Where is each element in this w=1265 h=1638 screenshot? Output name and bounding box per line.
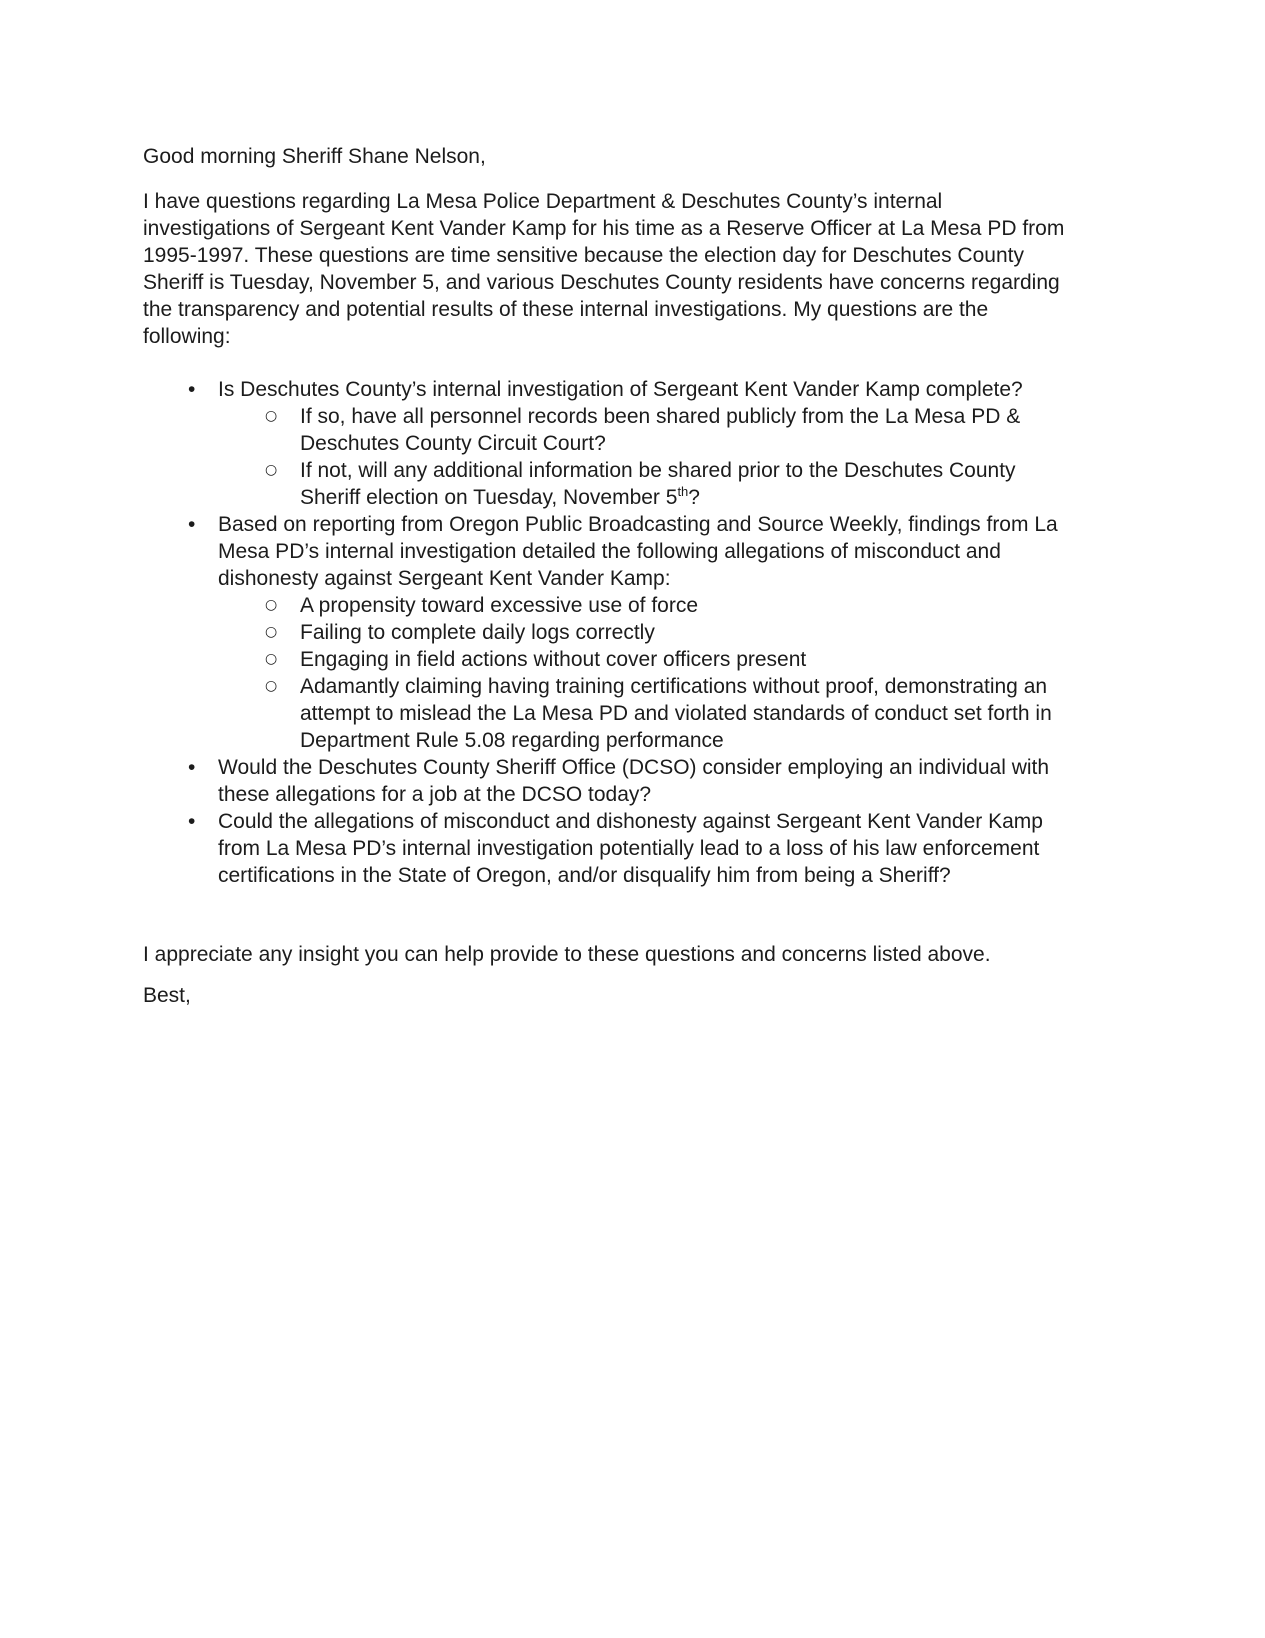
bullet-circle-icon: ○: [265, 462, 278, 478]
bullet-circle-icon: ○: [265, 597, 278, 613]
salutation: Good morning Sheriff Shane Nelson,: [143, 145, 486, 168]
sub-question-item-2-1: [143, 592, 1067, 619]
sub-question-text-before: If so, have all personnel records been shared publicly from the La Mesa PD & Deschutes County Circuit Court?: [300, 405, 1021, 455]
bullet-disc-icon: •: [188, 756, 196, 779]
sub-question-item-1-1: [143, 403, 1067, 457]
question-item-3: [143, 754, 1067, 808]
bullet-disc-icon: •: [188, 378, 196, 401]
bullet-circle-icon: ○: [265, 651, 278, 667]
sub-question-text-before: Engaging in field actions without cover officers present: [300, 648, 807, 671]
question-text: Could the allegations of misconduct and dishonesty against Sergeant Kent Vander Kamp from La Mesa PD’s internal investigation potentially lead to a loss of his law enforcement certifications in the State of Oregon, and/or disqualify him from being a Sheriff?: [218, 810, 1043, 887]
sub-question-text-before: Failing to complete daily logs correctly: [300, 621, 655, 644]
question-text: Is Deschutes County’s internal investigation of Sergeant Kent Vander Kamp complete?: [218, 378, 1023, 401]
sub-question-item-2-4: [143, 673, 1067, 754]
letter-body: [143, 143, 1067, 1009]
sub-question-text: [300, 675, 1052, 752]
signoff: Best,: [143, 984, 191, 1007]
intro-paragraph: I have questions regarding La Mesa Police Department & Deschutes County’s internal investigations of Sergeant Kent Vander Kamp for his time as a Reserve Officer at La Mesa PD from 1995-1997. These questions are time sensitive because the election day for Deschutes County Sheriff is Tuesday, November 5, and various Deschutes County residents have concerns regarding the transparency and potential results of these internal investigations. My questions are the following:: [143, 190, 1065, 348]
sub-question-text: [300, 648, 806, 671]
sub-question-text-before: If not, will any additional information be shared prior to the Deschutes County Sheriff election on Tuesday, November 5: [300, 459, 1016, 509]
bullet-circle-icon: ○: [265, 624, 278, 640]
question-item-1: [143, 376, 1067, 403]
sub-question-text-before: Adamantly claiming having training certifications without proof, demonstrating an attempt to mislead the La Mesa PD and violated standards of conduct set forth in Department Rule 5.08 regarding performance: [300, 675, 1052, 752]
bullet-disc-icon: •: [188, 513, 196, 536]
question-list: [143, 376, 1067, 889]
question-item-2: [143, 511, 1067, 592]
sub-question-text: [300, 594, 698, 617]
sub-question-text: [300, 459, 1016, 509]
sub-question-text: [300, 405, 1020, 455]
question-text: Based on reporting from Oregon Public Broadcasting and Source Weekly, findings from La Mesa PD’s internal investigation detailed the following allegations of misconduct and dishonesty against Sergeant Kent Vander Kamp:: [218, 513, 1058, 590]
sub-question-item-2-2: [143, 619, 1067, 646]
sub-question-item-2-3: [143, 646, 1067, 673]
question-text: Would the Deschutes County Sheriff Office (DCSO) consider employing an individual with these allegations for a job at the DCSO today?: [218, 756, 1050, 806]
bullet-disc-icon: •: [188, 810, 196, 833]
question-item-4: [143, 808, 1067, 889]
bullet-circle-icon: ○: [265, 408, 278, 424]
sub-question-text-after: ?: [688, 486, 700, 509]
closing-paragraph: I appreciate any insight you can help provide to these questions and concerns listed above.: [143, 943, 991, 966]
sub-question-item-1-2: [143, 457, 1067, 511]
bullet-circle-icon: ○: [265, 678, 278, 694]
sub-question-text-before: A propensity toward excessive use of force: [300, 594, 699, 617]
superscript: th: [677, 484, 689, 499]
sub-question-text: [300, 621, 655, 644]
